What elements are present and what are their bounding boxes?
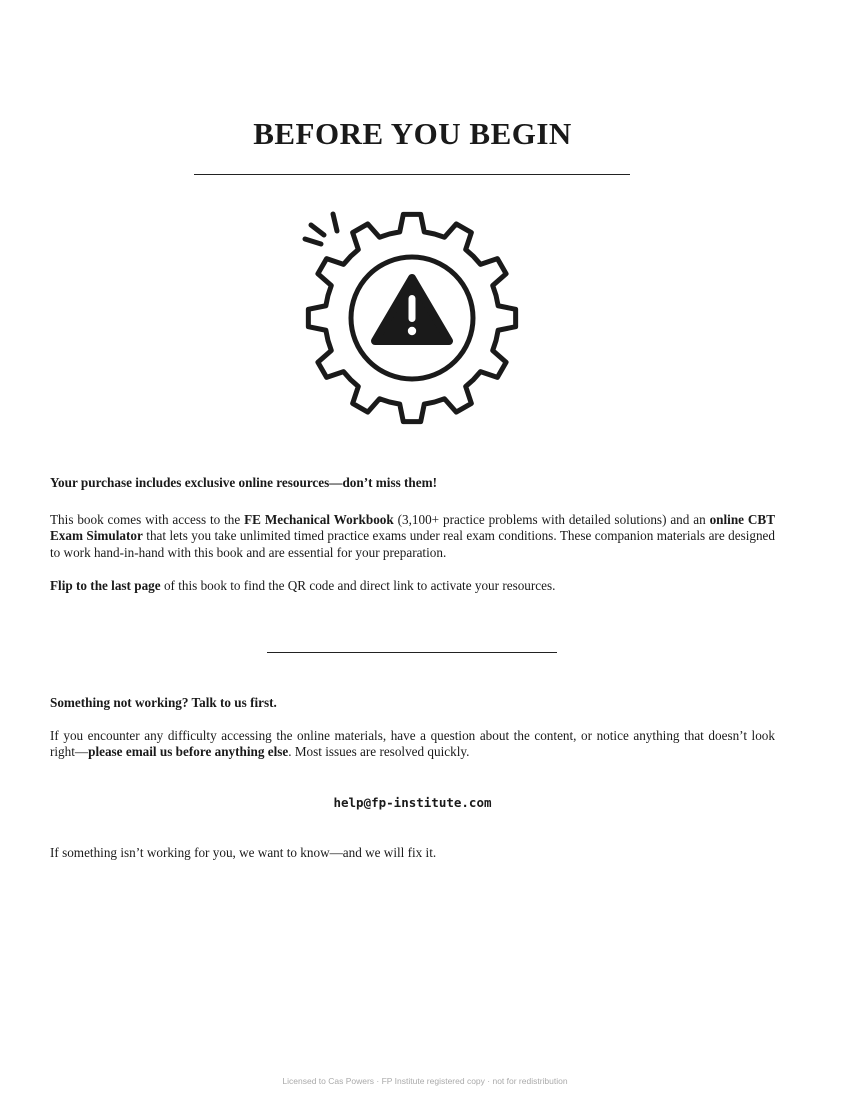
page-title: BEFORE YOU BEGIN [253, 116, 572, 151]
text-run: This book comes with access to the [50, 512, 245, 527]
exclamation-dot [408, 327, 416, 335]
email-emphasis: please email us before anything else [88, 744, 289, 760]
title-divider [194, 174, 630, 175]
exclamation-bar [409, 295, 416, 322]
text-run: If you encounter any difficulty accessing the online materials, have a question about the content, or notice anything that doesn’t look right— [50, 728, 775, 760]
support-heading: Something not working? Talk to us first. [50, 695, 277, 710]
last-page-emphasis: Flip to the last page [50, 578, 161, 593]
gear-warning-icon [297, 206, 527, 436]
resources-paragraph [50, 512, 775, 561]
spark-lines [305, 214, 337, 244]
text-run: . Most issues are resolved quickly. [288, 744, 470, 760]
text-run: of this book to find the QR code and direct link to activate your resources. [160, 578, 556, 593]
license-footer: Licensed to Cas Powers · FP Institute registered copy · not for redistribution [282, 1076, 568, 1086]
last-page-paragraph [50, 578, 775, 594]
text-run: that lets you take unlimited timed practice exams under real exam conditions. These companion materials are designed to work hand-in-hand with this book and are essential for your preparation. [50, 528, 776, 560]
text-run: (3,100+ practice problems with detailed solutions) and an [393, 512, 710, 527]
closing-paragraph: If something isn’t working for you, we want to know—and we will fix it. [50, 845, 437, 860]
resources-heading: Your purchase includes exclusive online resources—don’t miss them! [50, 475, 437, 490]
workbook-name: FE Mechanical Workbook [244, 512, 394, 527]
support-email[interactable]: help@fp-institute.com [333, 795, 492, 810]
section-divider [267, 652, 557, 653]
simulator-name: online CBT Exam Simulator [50, 512, 775, 544]
support-paragraph [50, 728, 775, 761]
